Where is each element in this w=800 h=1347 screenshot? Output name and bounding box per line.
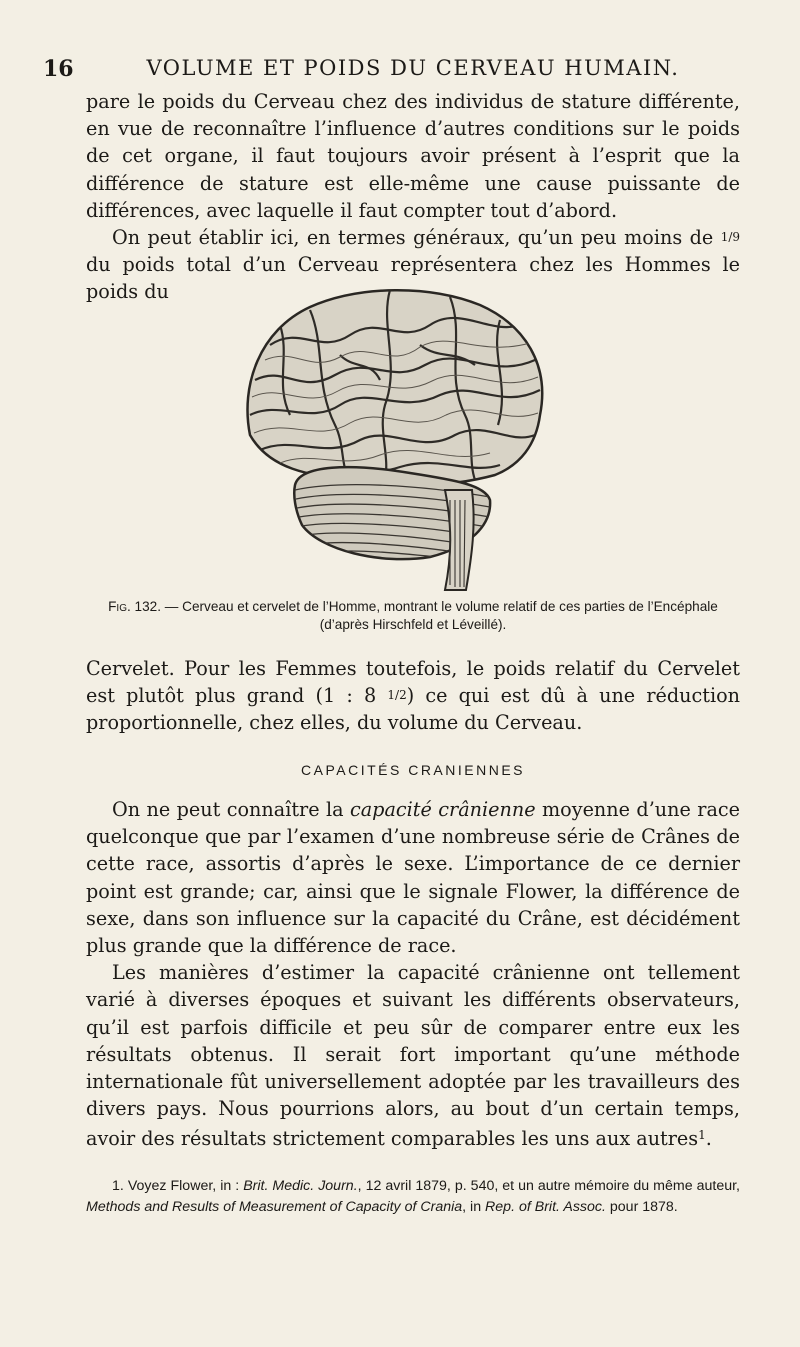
figure-caption-text: — Cerveau et cervelet de l’Homme, montrant le volume relatif de ces parties de l’Encéphale (d’après Hirschfeld et Léveillé). [164,599,718,632]
footnote-title: Methods and Results of Measurement of Capacity of Crania [86,1199,463,1215]
footnote-reference[interactable]: 1 [698,1128,706,1143]
footnote-text-4: pour 1878. [609,1199,678,1215]
intro-text [86,88,740,306]
footnote [86,1176,740,1218]
footnote-text-3: , in [462,1199,482,1215]
section-para2-text: Les manières d’estimer la capacité crânienne ont tellement varié à diverses époques et suivant les différents observateurs, qu’il est parfois difficile et peu sûr de comparer entre eux les résultats obtenus. Il serait fort important qu’une méthode internationale fût universellement adoptée par les travailleurs des divers pays. Nous pourrions alors, au bout d’un certain temps, avoir des résultats strictement comparables les uns aux autres [86,961,740,1151]
footnote-text-2: , 12 avril 1879, p. 540, et un autre mémoire du même auteur, [357,1178,740,1194]
emphasis-capacite: capacité crânienne [350,798,536,821]
footnote-number: 1. [112,1178,124,1194]
figure-label: Fig. 132. [108,599,161,614]
section-body [86,796,740,1153]
section-para1-rest: moyenne d’une race quelconque que par l’examen d’une nombreuse série de Crânes de cette race, assortis d’après le sexe. L’importance de ce dernier point est grande; car, ainsi que le signale Flower, la différence de sexe, dans son influence sur la capacité du Crâne, est décidément plus grande que la différence de race. [86,798,740,958]
footnote-paragraph [86,1176,740,1218]
footnote-journal: Brit. Medic. Journ. [243,1178,358,1194]
fraction-one-ninth: 1/9 [720,230,740,245]
figure-caption [86,598,740,633]
continuation-paragraph [86,655,740,737]
section-paragraph-1 [86,796,740,959]
running-head: VOLUME ET POIDS DU CERVEAU HUMAIN. [146,56,680,80]
footnote-text-1: Voyez Flower, in : [127,1178,240,1194]
section-title: CAPACITÉS CRANIENNES [301,762,525,778]
continuation-end: ) ce qui est dû à une réduction proportionnelle, chez elles, du volume du Cerveau. [86,684,740,735]
intro-para2-start: On peut établir ici, en termes généraux, qu’un peu moins de [112,226,714,250]
section-para2-end: . [705,1127,712,1151]
brain-illustration-icon [240,285,560,595]
fraction-one-half: 1/2 [387,688,407,703]
continuation-text [86,655,740,737]
intro-para2-end: du poids total d’un Cerveau représentera chez les Hommes le poids du [86,253,740,304]
continuation-start: Cervelet. Pour les Femmes toutefois, le poids relatif du Cervelet est plutôt plus grand (1 : 8 [86,657,740,708]
section-paragraph-2 [86,959,740,1152]
page-number: 16 [43,56,74,82]
section-para1-start: On ne peut connaître la [112,798,344,821]
page-header [43,52,743,92]
intro-paragraph-1: pare le poids du Cerveau chez des individus de stature différente, en vue de reconnaître l’influence d’autres conditions sur le poids de cet organe, il faut toujours avoir présent à l’esprit que la différence de stature est elle-même une cause puissante de différences, avec laquelle il faut compter tout d’abord. [86,90,740,222]
footnote-report: Rep. of Brit. Assoc. [485,1199,606,1215]
